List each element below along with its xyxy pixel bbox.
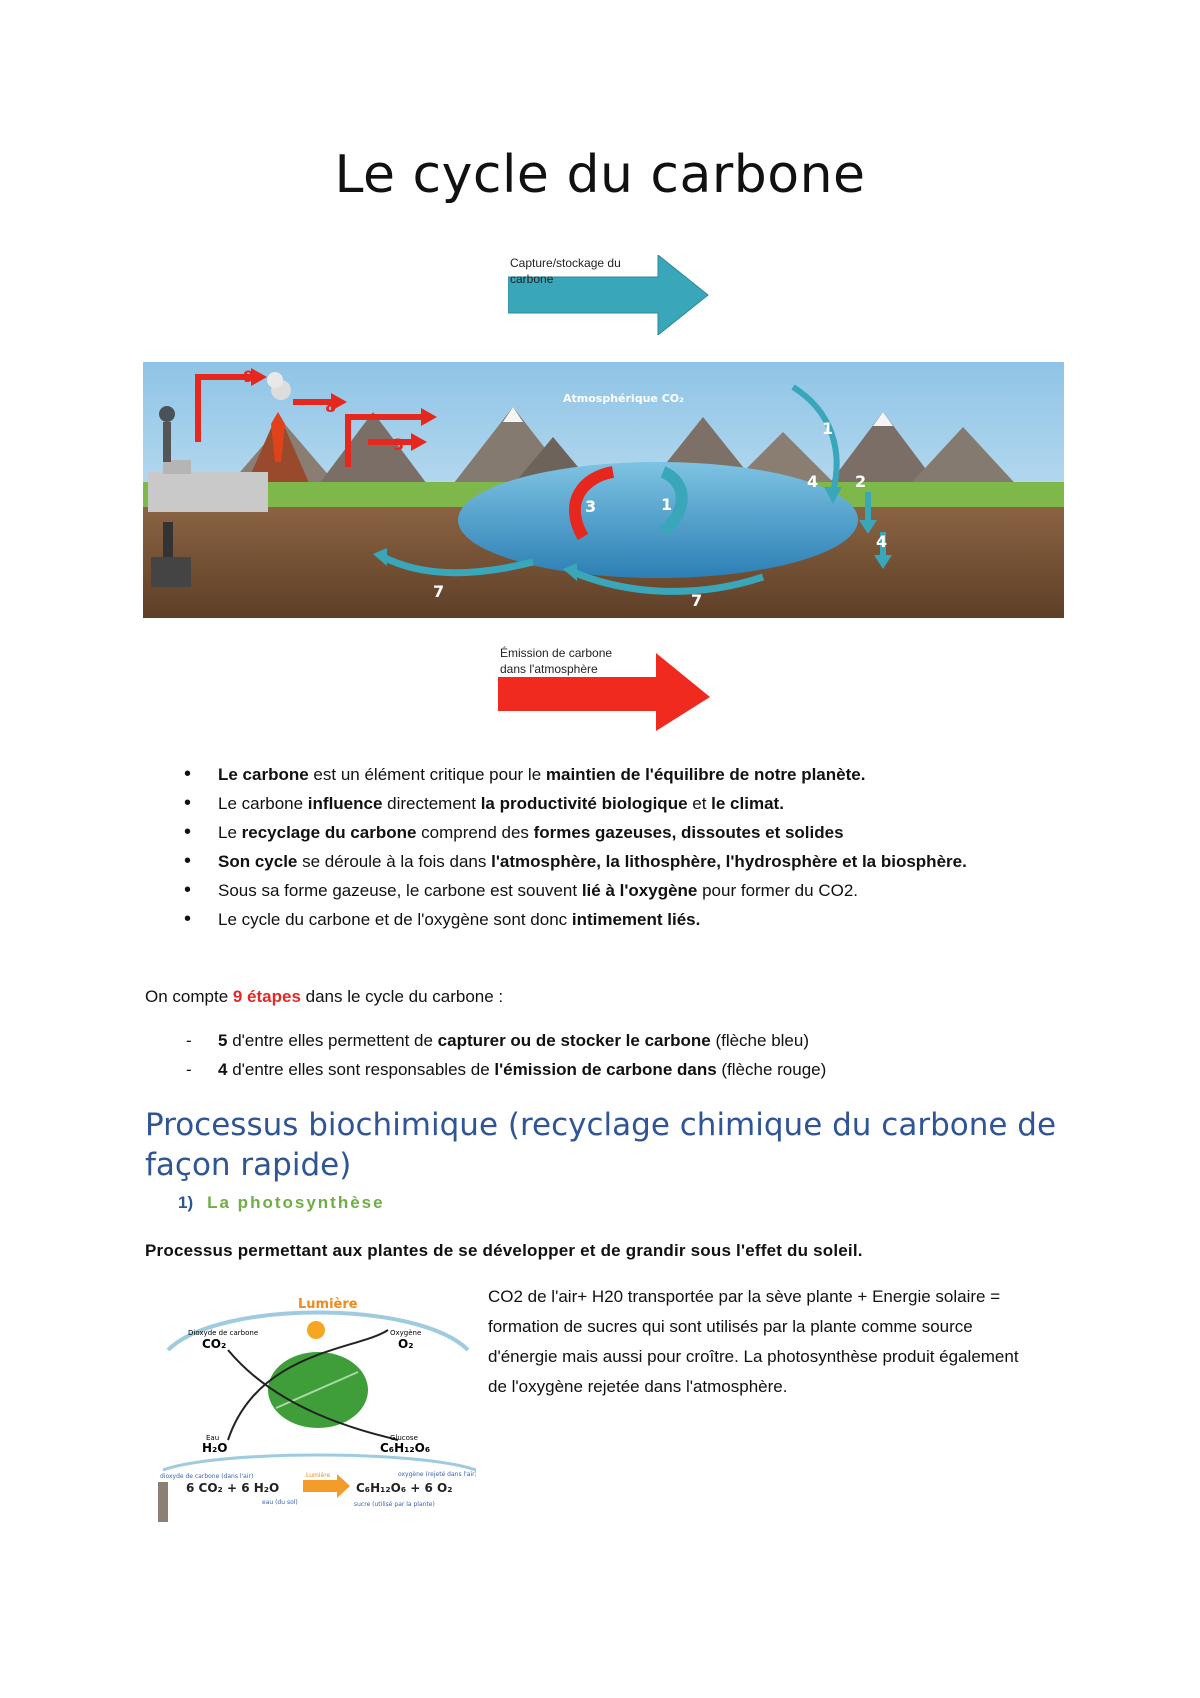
smoke	[267, 372, 283, 388]
bullet-list	[180, 760, 1040, 934]
emission-label: Émission de carbone dans l'atmosphère	[500, 646, 613, 676]
step-number: 1	[822, 419, 834, 438]
lake	[458, 462, 858, 578]
h2o-label: Eau	[206, 1434, 220, 1442]
dash-item: - 5 d'entre elles permettent de capturer ou de stocker le carbone (flèche bleu)	[180, 1026, 826, 1055]
step-number: 2	[855, 472, 867, 491]
bullet-item: • Le recyclage du carbone comprend des formes gazeuses, dissoutes et solides	[180, 818, 1040, 847]
eq-arrow-label: Lumière	[306, 1472, 331, 1479]
factory	[148, 472, 268, 512]
eq-arrow	[303, 1480, 337, 1492]
carbon-cycle-diagram	[143, 362, 1064, 618]
steps-count: 9 étapes	[232, 987, 301, 1006]
step-number: 8	[325, 397, 337, 416]
co2-label: Dioxyde de carbone	[188, 1329, 259, 1337]
capture-legend	[508, 255, 718, 335]
glucose-label: Glucose	[390, 1434, 418, 1442]
bullet-item: • Le cycle du carbone et de l'oxygène sont donc intimement liés.	[180, 905, 1040, 934]
bullet-item: • Son cycle se déroule à la fois dans l'atmosphère, la lithosphère, l'hydrosphère et la biosphère.	[180, 847, 1040, 876]
step-number: 3	[585, 497, 597, 516]
count-line: On compte 9 étapes dans le cycle du carbone :	[145, 987, 504, 1006]
page-title: Le cycle du carbone	[334, 145, 866, 205]
bullet-item: • Sous sa forme gazeuse, le carbone est souvent lié à l'oxygène pour former du CO2.	[180, 876, 1040, 905]
step-number: 9	[243, 367, 255, 386]
dash-item: - 4 d'entre elles sont responsables de l'émission de carbone dans (flèche rouge)	[180, 1055, 826, 1084]
glucose-formula: C₆H₁₂O₆	[380, 1441, 431, 1455]
eq-sugar-label: sucre (utilisé par la plante)	[354, 1501, 435, 1508]
eq-right: C₆H₁₂O₆ + 6 O₂	[356, 1481, 453, 1495]
eq-water-label: eau (du sol)	[262, 1499, 298, 1506]
eq-co2-label: dioxyde de carbone (dans l'air)	[160, 1473, 254, 1480]
atmospheric-co2-label: Atmosphérique CO₂	[563, 392, 684, 405]
eq-left: 6 CO₂ + 6 H₂O	[186, 1481, 280, 1495]
step-number: 1	[661, 495, 673, 514]
photosynthesis-text: CO2 de l'air+ H20 transportée par la sève plante + Energie solaire = formation de sucres qui sont utilisés par la plante comme source d'énergie mais aussi pour croître. La photosynthèse produit également de l'oxygène rejetée dans l'atmosphère.	[488, 1287, 1019, 1396]
step-number: 4	[807, 472, 819, 491]
subsection-heading: 1) La photosynthèse	[178, 1193, 385, 1212]
bullet-item: • Le carbone influence directement la productivité biologique et le climat.	[180, 789, 1040, 818]
co2-formula: CO₂	[202, 1337, 227, 1351]
light-label: Lumière	[298, 1297, 358, 1312]
eq-o2-label: oxygène (rejeté dans l'air)	[398, 1471, 476, 1478]
step-number: 7	[691, 591, 703, 610]
photosynthesis-figure	[158, 1290, 476, 1525]
capture-label: Capture/stockage du carbone	[510, 256, 621, 286]
step-number: 4	[876, 532, 888, 551]
o2-label: Oxygène	[390, 1329, 422, 1337]
section-heading: Processus biochimique (recyclage chimique du carbone de façon rapide)	[145, 1107, 1057, 1183]
photosynthesis-intro: Processus permettant aux plantes de se développer et de grandir sous l'effet du soleil.	[145, 1241, 863, 1260]
sun-icon	[307, 1321, 325, 1339]
emission-legend	[498, 645, 720, 731]
o2-formula: O₂	[398, 1337, 414, 1351]
dash-list	[180, 1026, 826, 1084]
bullet-item: • Le carbone est un élément critique pour le maintien de l'équilibre de notre planète.	[180, 760, 1040, 789]
step-number: 3	[393, 435, 405, 454]
h2o-formula: H₂O	[202, 1441, 228, 1455]
step-number: 7	[433, 582, 445, 601]
